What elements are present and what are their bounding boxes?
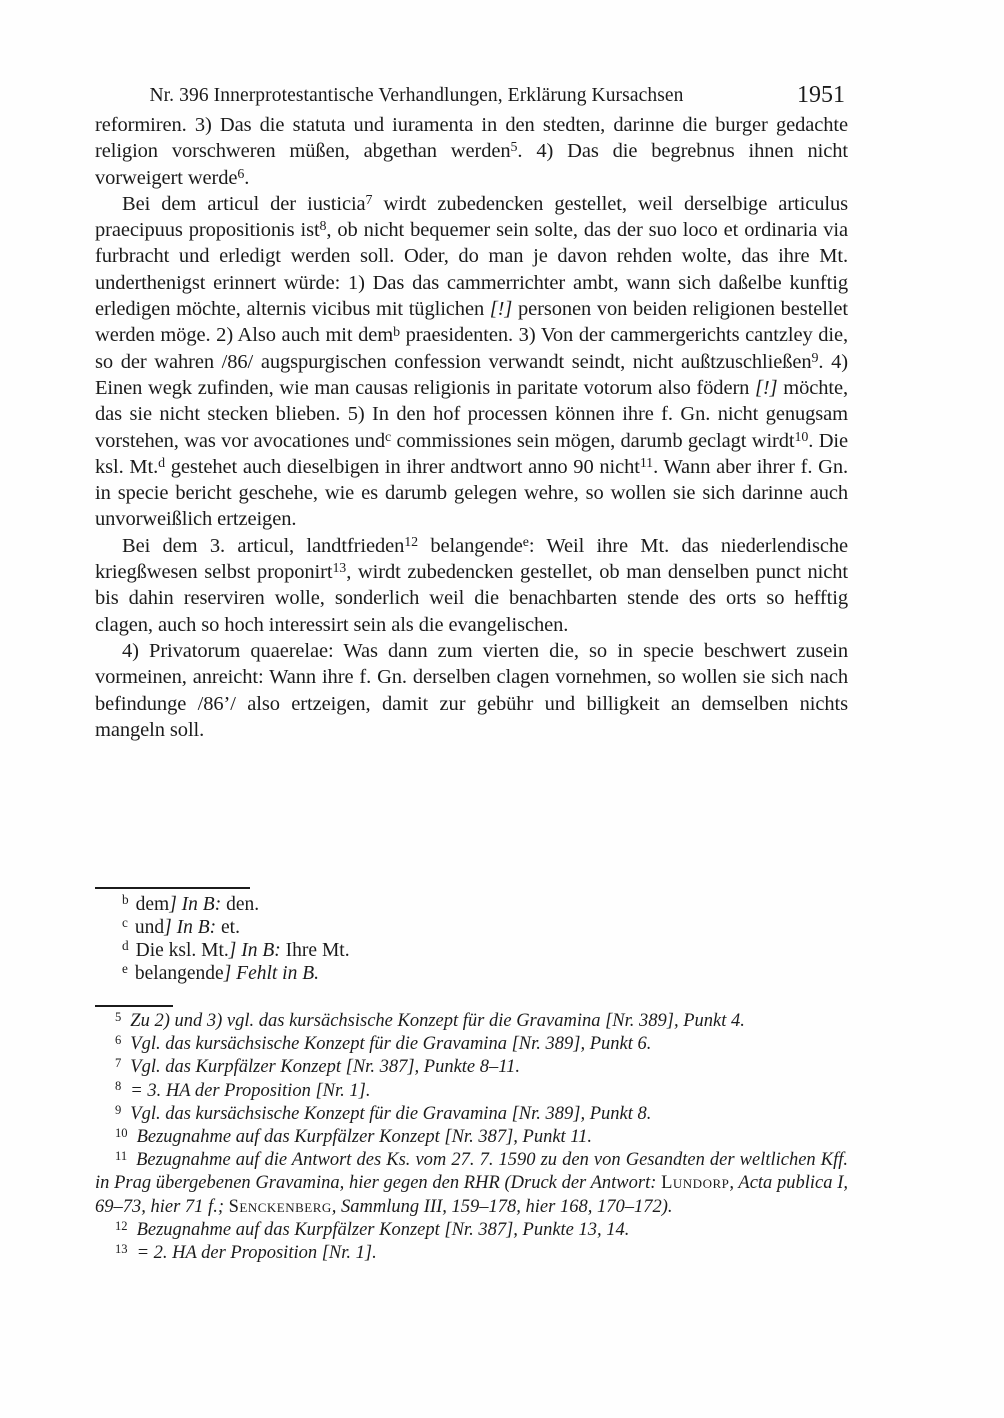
apparatus-note [95,962,848,985]
footnote-text: = 3. HA der Proposition [Nr. 1]. [130,1080,371,1101]
apparatus-note [95,916,848,939]
footnote-marker: 11 [115,1148,128,1163]
footnote-text: Bezugnahme auf das Kurpfälzer Konzept [Nr. 387], Punkte 13, 14. [136,1219,630,1240]
footnote-text: = 2. HA der Proposition [Nr. 1]. [136,1243,377,1264]
running-head [95,82,848,110]
footnote-marker: 9 [115,1102,122,1117]
apparatus-note-text: dem] In B: den. [135,894,260,915]
footnote-marker: 8 [115,1079,122,1094]
apparatus-note-text: belangende] Fehlt in B. [134,963,320,984]
footnote-marker: 5 [115,1009,122,1024]
footnote [95,1149,848,1219]
note-marker: c [122,915,128,931]
footnote-marker: 7 [115,1056,122,1071]
body-paragraph: 4) Privatorum quaerelae: Was dann zum vierten die, so in specie beschwert zusein vormeinen, anreicht: Wann ihre f. Gn. derselben clagen vornehmen, so wollen sie sich nach befindunge /86’/ also ertzeigen, damit zur gebühr und billigkeit an demselben nichts mangeln soll. [95,639,848,741]
apparatus-note-text: Die ksl. Mt.] In B: Ihre Mt. [135,940,350,961]
footnote-marker: 6 [115,1032,122,1047]
footnote-separator-rule [95,1005,173,1007]
running-head-title: Nr. 396 Innerprotestantische Verhandlungen, Erklärung Kursachsen [149,85,684,106]
footnote [95,1056,848,1079]
footnote-marker: 10 [115,1125,128,1140]
footnote-text: Vgl. das kursächsische Konzept für die Gravamina [Nr. 389], Punkt 8. [130,1103,652,1124]
body-paragraph: Bei dem 3. articul, landtfrieden$^{12}$ belangende$^e$: Weil ihre Mt. das niederlendische kriegßwesen selbst proponirt$^{13}$, wirdt zubedencken gestellet, ob man denselben punct nicht bis dahin reserviren wolle, sonderlich weil die benachbarten stende des orts so hefftig clagen, auch so hoch interessirt sein als die evangelischen. [95,534,848,636]
page-number: 1951 [797,82,845,108]
apparatus-note [95,939,848,962]
footnote-text: Vgl. das kursächsische Konzept für die Gravamina [Nr. 389], Punkt 6. [130,1034,652,1055]
footnote [95,1033,848,1056]
footnote-text: Vgl. das Kurpfälzer Konzept [Nr. 387], Punkte 8–11. [130,1057,521,1078]
note-marker: e [122,961,128,977]
footnote [95,1103,848,1126]
footnote-marker: 12 [115,1218,128,1233]
body-paragraph: Bei dem articul der iusticia$^7$ wirdt zubedencken gestellet, weil derselbige articulus praecipuus propositionis ist$^8$, ob nicht bequemer sein solte, das der suo loco et ordinaria via furbracht und erledigt werden soll. Oder, do man je davon rehden wolte, das ihre Mt. underthenigst erinnert würde: 1) Das das cammerrichter ambt, wann sich daßelbe kunftig erledigen möchte, alternis vicibus mit tüglichen [!] personen von beiden religionen bestellet werden möge. 2) Also auch mit dem$^b$ praesidenten. 3) Von der cammergerichts cantzley die, so der wahren /86/ augspurgischen confession verwandt seindt, nicht außtzuschließen$^9$. 4) Einen wegk zufinden, wie man causas religionis in paritate votorum also födern [!] möchte, das sie nicht stecken blieben. 5) In den hof processen können ihre f. Gn. nicht genugsam vorstehen, was vor avocationes und$^c$ commissiones sein mögen, darumb geclagt wirdt$^{10}$. Die ksl. Mt.$^d$ gestehet auch dieselbigen in ihrer andtwort anno 90 nicht$^{11}$. Wann aber ihrer f. Gn. in specie bericht geschehe, wie es darumb gelegen wehre, so wollen sie sich darinne auch unvorweißlich ertzeigen. [95,192,849,531]
footnote-marker: 13 [115,1241,128,1256]
note-marker: d [122,938,129,954]
main-text [95,112,848,743]
footnote-text: Bezugnahme auf das Kurpfälzer Konzept [Nr. 387], Punkt 11. [136,1127,593,1148]
footnotes [95,1010,848,1265]
critical-apparatus [95,893,848,985]
footnote [95,1126,848,1149]
apparatus-note [95,893,848,916]
note-marker: b [122,892,129,908]
footnote [95,1219,848,1242]
apparatus-separator-rule [95,887,250,889]
footnote-text: Bezugnahme auf die Antwort des Ks. vom 27. 7. 1590 zu den von Gesandten der weltlichen Kff. in Prag übergebenen Gravamina, hier gegen den RHR (Druck der Antwort: Lundorp, Acta publica I, 69–73, hier 71 f.; Senckenberg, Sammlung III, 159–178, hier 168, 170–172). [95,1150,848,1217]
footnote [95,1080,848,1103]
footnote-text: Zu 2) und 3) vgl. das kursächsische Konzept für die Gravamina [Nr. 389], Punkt 4. [130,1011,745,1031]
body-paragraph: reformiren. 3) Das die statuta und iuramenta in den stedten, darinne die burger gedachte religion vorschweren müßen, abgethan werden$^5$. 4) Das die begrebnus ihnen nicht vorweigert werde$^6$. [95,114,849,189]
footnote [95,1010,848,1033]
footnote [95,1242,848,1265]
apparatus-note-text: und] In B: et. [134,917,240,938]
